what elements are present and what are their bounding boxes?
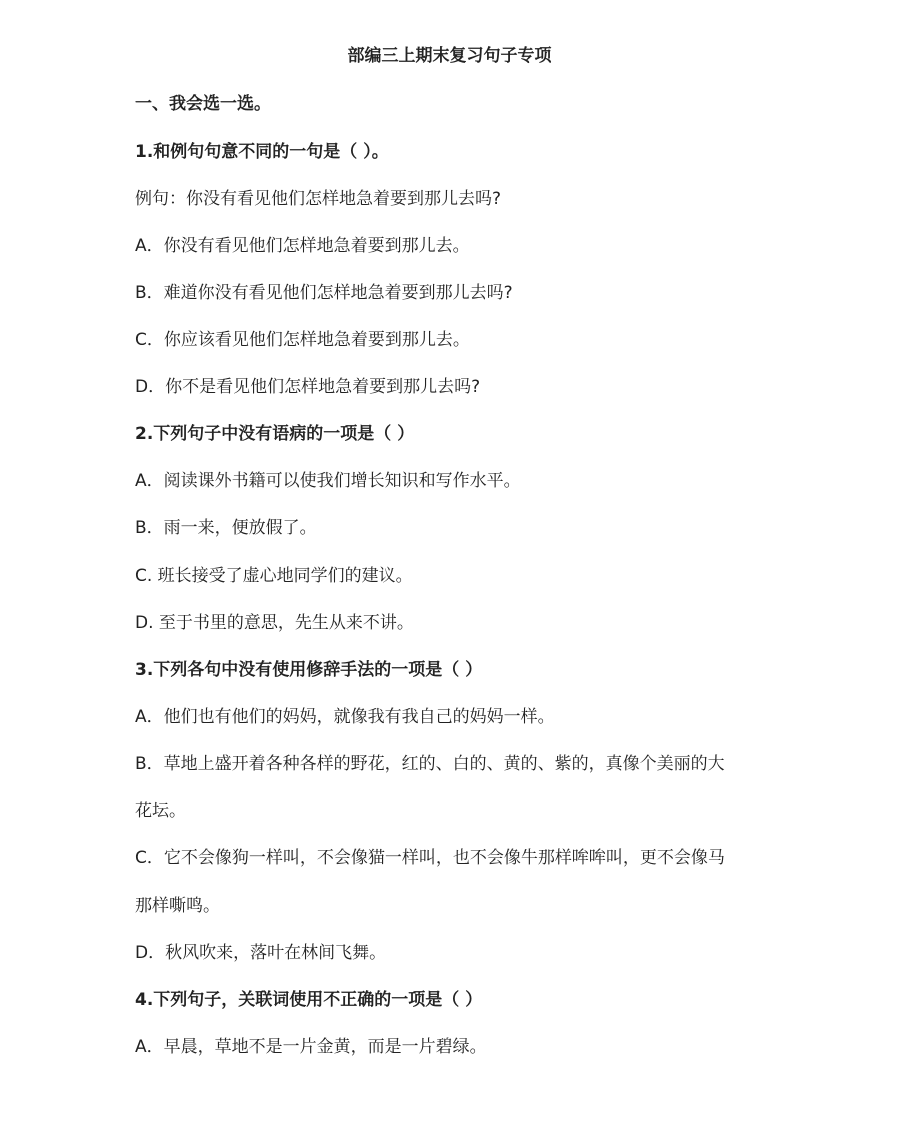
question-3-option-d: D．秋风吹来，落叶在林间飞舞。 — [135, 943, 387, 963]
question-4-stem: 4.下列句子，关联词使用不正确的一项是（ ） — [135, 990, 483, 1010]
question-3-option-b-line-1: B．草地上盛开着各种各样的野花，红的、白的、黄的、紫的，真像个美丽的大 — [135, 754, 725, 774]
question-1-option-b: B．难道你没有看见他们怎样地急着要到那儿去吗? — [135, 283, 513, 303]
question-1-stem: 1.和例句句意不同的一句是（ ）。 — [135, 142, 389, 162]
question-2-option-a: A．阅读课外书籍可以使我们增长知识和写作水平。 — [135, 471, 521, 491]
section-heading: 一、我会选一选。 — [135, 94, 271, 114]
page-title: 部编三上期末复习句子专项 — [347, 46, 552, 66]
question-1-option-a: A．你没有看见他们怎样地急着要到那儿去。 — [135, 236, 470, 256]
question-3-stem: 3.下列各句中没有使用修辞手法的一项是（ ） — [135, 660, 483, 680]
question-4-option-a: A．早晨，草地不是一片金黄，而是一片碧绿。 — [135, 1037, 487, 1057]
question-3-option-c-line-2: 那样嘶鸣。 — [135, 896, 220, 916]
question-1-option-d: D．你不是看见他们怎样地急着要到那儿去吗? — [135, 377, 481, 397]
question-1-example: 例句：你没有看见他们怎样地急着要到那儿去吗? — [135, 189, 502, 209]
question-3-option-c-line-1: C．它不会像狗一样叫，不会像猫一样叫，也不会像牛那样哞哞叫，更不会像马 — [135, 848, 725, 868]
question-2-stem: 2.下列句子中没有语病的一项是（ ） — [135, 424, 415, 444]
question-2-option-d: D. 至于书里的意思，先生从来不讲。 — [135, 613, 414, 633]
question-3-option-b-line-2: 花坛。 — [135, 801, 186, 821]
question-2-option-c: C. 班长接受了虚心地同学们的建议。 — [135, 566, 413, 586]
question-3-option-a: A．他们也有他们的妈妈，就像我有我自己的妈妈一样。 — [135, 707, 555, 727]
question-2-option-b: B．雨一来，便放假了。 — [135, 518, 317, 538]
question-1-option-c: C．你应该看见他们怎样地急着要到那儿去。 — [135, 330, 470, 350]
